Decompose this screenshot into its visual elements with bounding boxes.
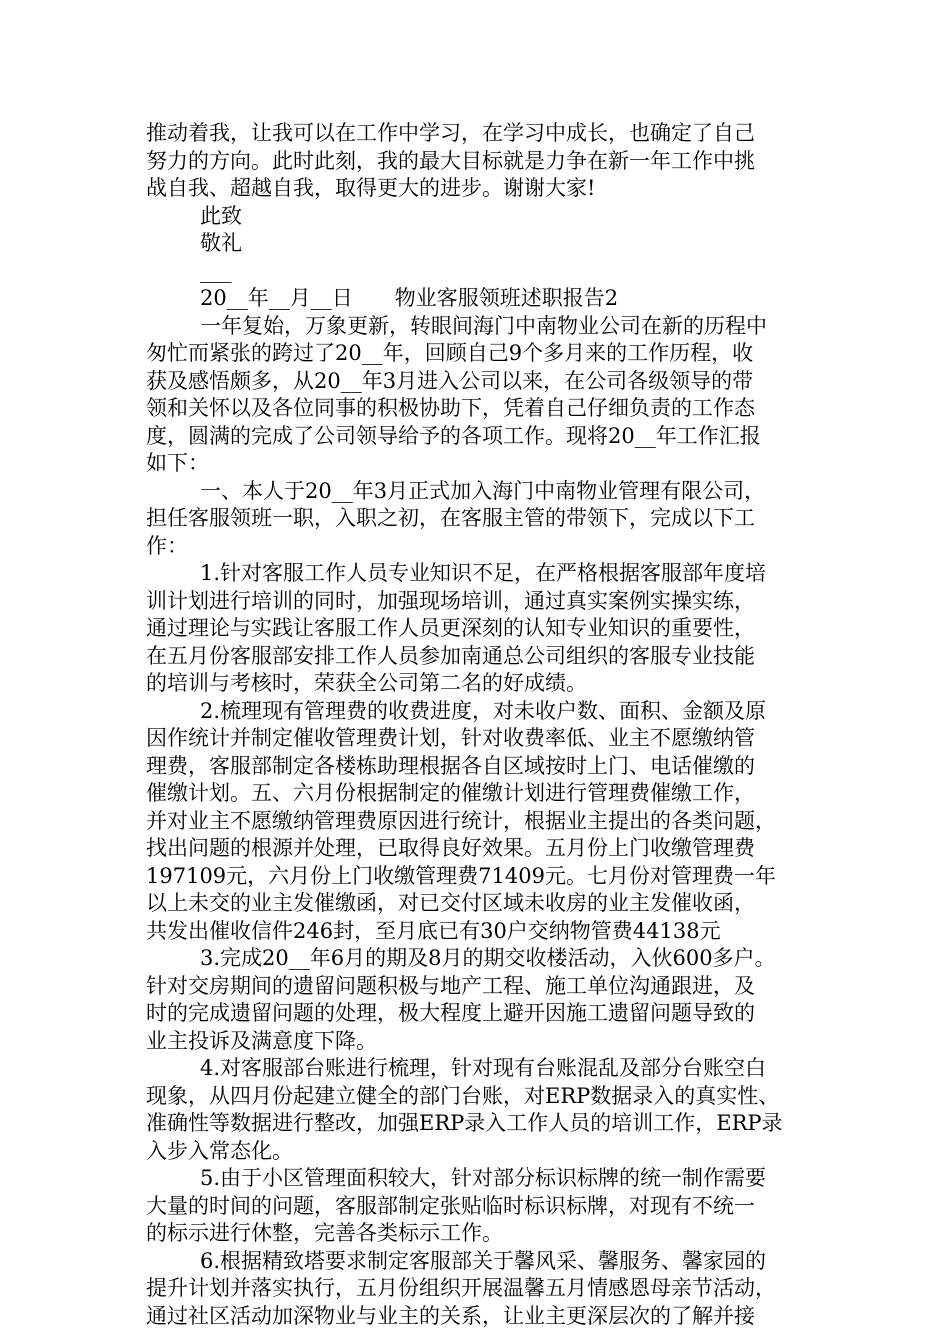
- text-line: 6.根据精致塔要求制定客服部关于馨风采、馨服务、馨家园的: [200, 1248, 767, 1273]
- text-line: 一、本人于20__年3月正式加入海门中南物业管理有限公司，: [200, 478, 766, 503]
- text-line: 此致: [200, 203, 242, 228]
- text-line: ___: [200, 258, 232, 283]
- text-line: 通过社区活动加深物业与业主的关系，让业主更深层次的了解并接: [146, 1303, 755, 1328]
- text-line: 努力的方向。此时此刻，我的最大目标就是力争在新一年工作中挑: [146, 148, 755, 173]
- text-line: 获及感悟颇多，从20__年3月进入公司以来，在公司各级领导的带: [146, 368, 754, 393]
- text-line: 训计划进行培训的同时，加强现场培训，通过真实案例实操实练，: [146, 588, 755, 613]
- text-line: 20__年__月__日 物业客服领班述职报告2: [200, 286, 619, 310]
- text-line: 敬礼: [200, 231, 242, 255]
- text-line: 2.梳理现有管理费的收费进度，对未收户数、面积、金额及原: [200, 698, 767, 723]
- text-line: 197109元，六月份上门收缴管理费71409元。七月份对管理费一年: [146, 863, 776, 888]
- text-line: 战自我、超越自我，取得更大的进步。谢谢大家!: [146, 176, 596, 200]
- text-line: 的培训与考核时，荣获全公司第二名的好成绩。: [146, 671, 587, 695]
- text-line: 领和关怀以及各位同事的积极协助下，凭着自己仔细负责的工作态: [146, 396, 755, 420]
- text-line: 业主投诉及满意度下降。: [146, 1028, 377, 1053]
- text-line: 时的完成遗留问题的处理，极大程度上避开因施工遗留问题导致的: [146, 1001, 755, 1025]
- text-line: 理费，客服部制定各楼栋助理根据各自区域按时上门、电话催缴的: [146, 753, 755, 778]
- text-line: 找出问题的根源并处理，已取得良好效果。五月份上门收缴管理费: [146, 836, 755, 860]
- text-line: 催缴计划。五、六月份根据制定的催缴计划进行管理费催缴工作，: [146, 781, 755, 805]
- text-line: 现象，从四月份起建立健全的部门台账，对ERP数据录入的真实性、: [146, 1083, 780, 1108]
- text-line: 担任客服领班一职，入职之初，在客服主管的带领下，完成以下工: [146, 506, 755, 530]
- text-line: 提升计划并落实执行，五月份组织开展温馨五月情感恩母亲节活动，: [146, 1276, 776, 1300]
- text-line: 推动着我，让我可以在工作中学习，在学习中成长，也确定了自己: [146, 121, 755, 145]
- text-line: 在五月份客服部安排工作人员参加南通总公司组织的客服专业技能: [146, 643, 755, 668]
- text-line: 3.完成20__年6月的期及8月的期交收楼活动，入伙600多户。: [200, 946, 776, 970]
- text-line: 因作统计并制定催收管理费计划，针对收费率低、业主不愿缴纳管: [146, 726, 755, 750]
- text-line: 一年复始，万象更新，转眼间海门中南物业公司在新的历程中: [200, 313, 767, 338]
- text-line: 大量的时间的问题，客服部制定张贴临时标识标牌，对现有不统一: [146, 1193, 755, 1218]
- text-line: 匆忙而紧张的跨过了20__年，回顾自己9个多月来的工作历程，收: [146, 341, 754, 365]
- text-line: 的标示进行休整，完善各类标示工作。: [146, 1221, 503, 1245]
- text-line: 并对业主不愿缴纳管理费原因进行统计，根据业主提出的各类问题，: [146, 808, 776, 833]
- text-line: 1.针对客服工作人员专业知识不足，在严格根据客服部年度培: [200, 561, 767, 585]
- text-line: 入步入常态化。: [146, 1138, 293, 1163]
- text-line: 准确性等数据进行整改，加强ERP录入工作人员的培训工作，ERP录: [146, 1111, 783, 1135]
- text-line: 通过理论与实践让客服工作人员更深刻的认知专业知识的重要性，: [146, 616, 755, 640]
- text-line: 作：: [146, 533, 188, 558]
- text-line: 度，圆满的完成了公司领导给予的各项工作。现将20__年工作汇报: [146, 423, 761, 448]
- text-line: 共发出催收信件246封，至月底已有30户交纳物管费44138元: [146, 918, 721, 943]
- text-line: 5.由于小区管理面积较大，针对部分标识标牌的统一制作需要: [200, 1166, 767, 1190]
- document-body: [146, 120, 816, 1330]
- text-line: 如下：: [146, 451, 209, 475]
- text-line: 针对交房期间的遗留问题积极与地产工程、施工单位沟通跟进，及: [146, 973, 755, 998]
- text-line: 以上未交的业主发催缴函，对已交付区域未收房的业主发催收函，: [146, 891, 755, 915]
- text-line: 4.对客服部台账进行梳理，针对现有台账混乱及部分台账空白: [200, 1056, 767, 1080]
